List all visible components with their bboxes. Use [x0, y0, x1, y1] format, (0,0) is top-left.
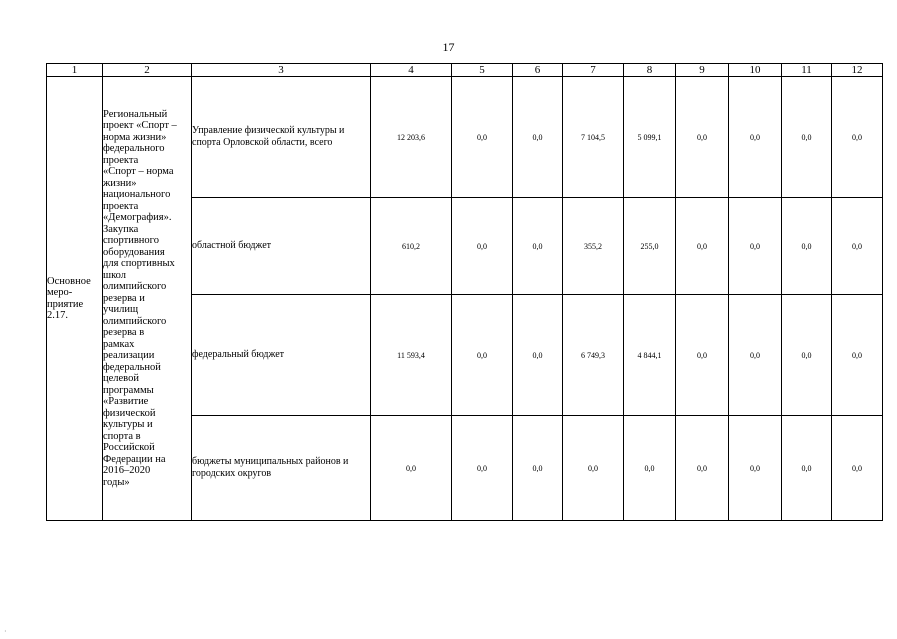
funding-source: бюджеты муниципальных районов и городских округов — [192, 416, 371, 521]
project-line: рамках — [103, 338, 135, 350]
value-cell: 0,0 — [782, 295, 832, 416]
project-line: «Демография». — [103, 212, 172, 224]
project-line: «Спорт – норма — [103, 166, 174, 178]
column-header: 9 — [676, 64, 729, 77]
value-cell: 0,0 — [452, 416, 513, 521]
funding-source: федеральный бюджет — [192, 295, 371, 416]
value-cell: 0,0 — [624, 416, 676, 521]
project-line: реализации — [103, 350, 155, 362]
project-line: Региональный — [103, 108, 168, 120]
column-header: 2 — [103, 64, 192, 77]
project-line: школ — [103, 269, 127, 281]
value-cell: 0,0 — [729, 198, 782, 295]
project-line: резерва в — [103, 327, 145, 339]
project-line: олимпийского — [103, 315, 167, 327]
project-line: Федерации на — [103, 453, 166, 465]
project-line: национального — [103, 189, 171, 201]
project-line: для спортивных — [103, 258, 175, 270]
column-header: 1 — [47, 64, 103, 77]
value-cell: 0,0 — [452, 295, 513, 416]
project-line: годы» — [103, 476, 130, 488]
measure-line: 2.17. — [47, 310, 68, 321]
column-header: 3 — [192, 64, 371, 77]
value-cell: 0,0 — [729, 416, 782, 521]
value-cell: 0,0 — [676, 77, 729, 198]
project-line: норма жизни» — [103, 131, 167, 143]
project-line: училищ — [103, 304, 139, 316]
column-header: 7 — [563, 64, 624, 77]
value-cell: 0,0 — [513, 77, 563, 198]
budget-table — [46, 63, 883, 521]
value-cell: 0,0 — [832, 198, 883, 295]
project-line: проект «Спорт – — [103, 120, 177, 132]
column-header: 8 — [624, 64, 676, 77]
value-cell: 0,0 — [782, 416, 832, 521]
measure-cell — [47, 77, 103, 521]
project-line: оборудования — [103, 246, 165, 258]
value-cell: 7 104,5 — [563, 77, 624, 198]
value-cell: 0,0 — [676, 198, 729, 295]
value-cell: 610,2 — [371, 198, 452, 295]
project-line: федеральной — [103, 361, 161, 373]
value-cell: 5 099,1 — [624, 77, 676, 198]
value-cell: 0,0 — [676, 416, 729, 521]
project-line: жизни» — [103, 177, 137, 189]
project-line: резерва и — [103, 292, 145, 304]
funding-source: областной бюджет — [192, 198, 371, 295]
project-line: физической — [103, 407, 156, 419]
page-number: 17 — [442, 40, 455, 54]
project-line: целевой — [103, 373, 139, 385]
value-cell: 355,2 — [563, 198, 624, 295]
value-cell: 0,0 — [563, 416, 624, 521]
value-cell: 0,0 — [452, 198, 513, 295]
value-cell: 0,0 — [513, 295, 563, 416]
value-cell: 0,0 — [452, 77, 513, 198]
value-cell: 0,0 — [371, 416, 452, 521]
value-cell: 6 749,3 — [563, 295, 624, 416]
project-line: культуры и — [103, 419, 153, 431]
column-header: 10 — [729, 64, 782, 77]
measure-line: Основное — [47, 275, 91, 287]
column-header: 5 — [452, 64, 513, 77]
value-cell: 0,0 — [729, 295, 782, 416]
value-cell: 11 593,4 — [371, 295, 452, 416]
column-header: 11 — [782, 64, 832, 77]
value-cell: 0,0 — [832, 295, 883, 416]
project-line: проекта — [103, 200, 139, 212]
column-header: 6 — [513, 64, 563, 77]
value-cell: 0,0 — [782, 77, 832, 198]
project-line: «Развитие — [103, 396, 149, 408]
measure-line: приятие — [47, 298, 84, 310]
project-line: Закупка — [103, 223, 139, 235]
measure-line: меро- — [47, 287, 73, 298]
value-cell: 4 844,1 — [624, 295, 676, 416]
scan-dot: · — [4, 627, 7, 636]
value-cell: 0,0 — [513, 198, 563, 295]
value-cell: 0,0 — [513, 416, 563, 521]
value-cell: 0,0 — [676, 295, 729, 416]
value-cell: 0,0 — [832, 77, 883, 198]
value-cell: 255,0 — [624, 198, 676, 295]
project-line: спорта в — [103, 430, 141, 442]
project-line: федерального — [103, 143, 165, 155]
project-line: Российской — [103, 442, 155, 454]
value-cell: 0,0 — [832, 416, 883, 521]
value-cell: 0,0 — [782, 198, 832, 295]
project-line: спортивного — [103, 235, 159, 247]
project-line: программы — [103, 384, 154, 396]
project-line: олимпийского — [103, 281, 167, 293]
value-cell: 12 203,6 — [371, 77, 452, 198]
project-line: 2016–2020 — [103, 465, 151, 477]
project-line: проекта — [103, 154, 139, 166]
funding-source: Управление физической культуры и спорта Орловской области, всего — [192, 77, 371, 198]
header-row — [47, 64, 883, 77]
table-row — [47, 77, 883, 198]
project-description-cell — [103, 77, 192, 521]
column-header: 4 — [371, 64, 452, 77]
column-header: 12 — [832, 64, 883, 77]
value-cell: 0,0 — [729, 77, 782, 198]
